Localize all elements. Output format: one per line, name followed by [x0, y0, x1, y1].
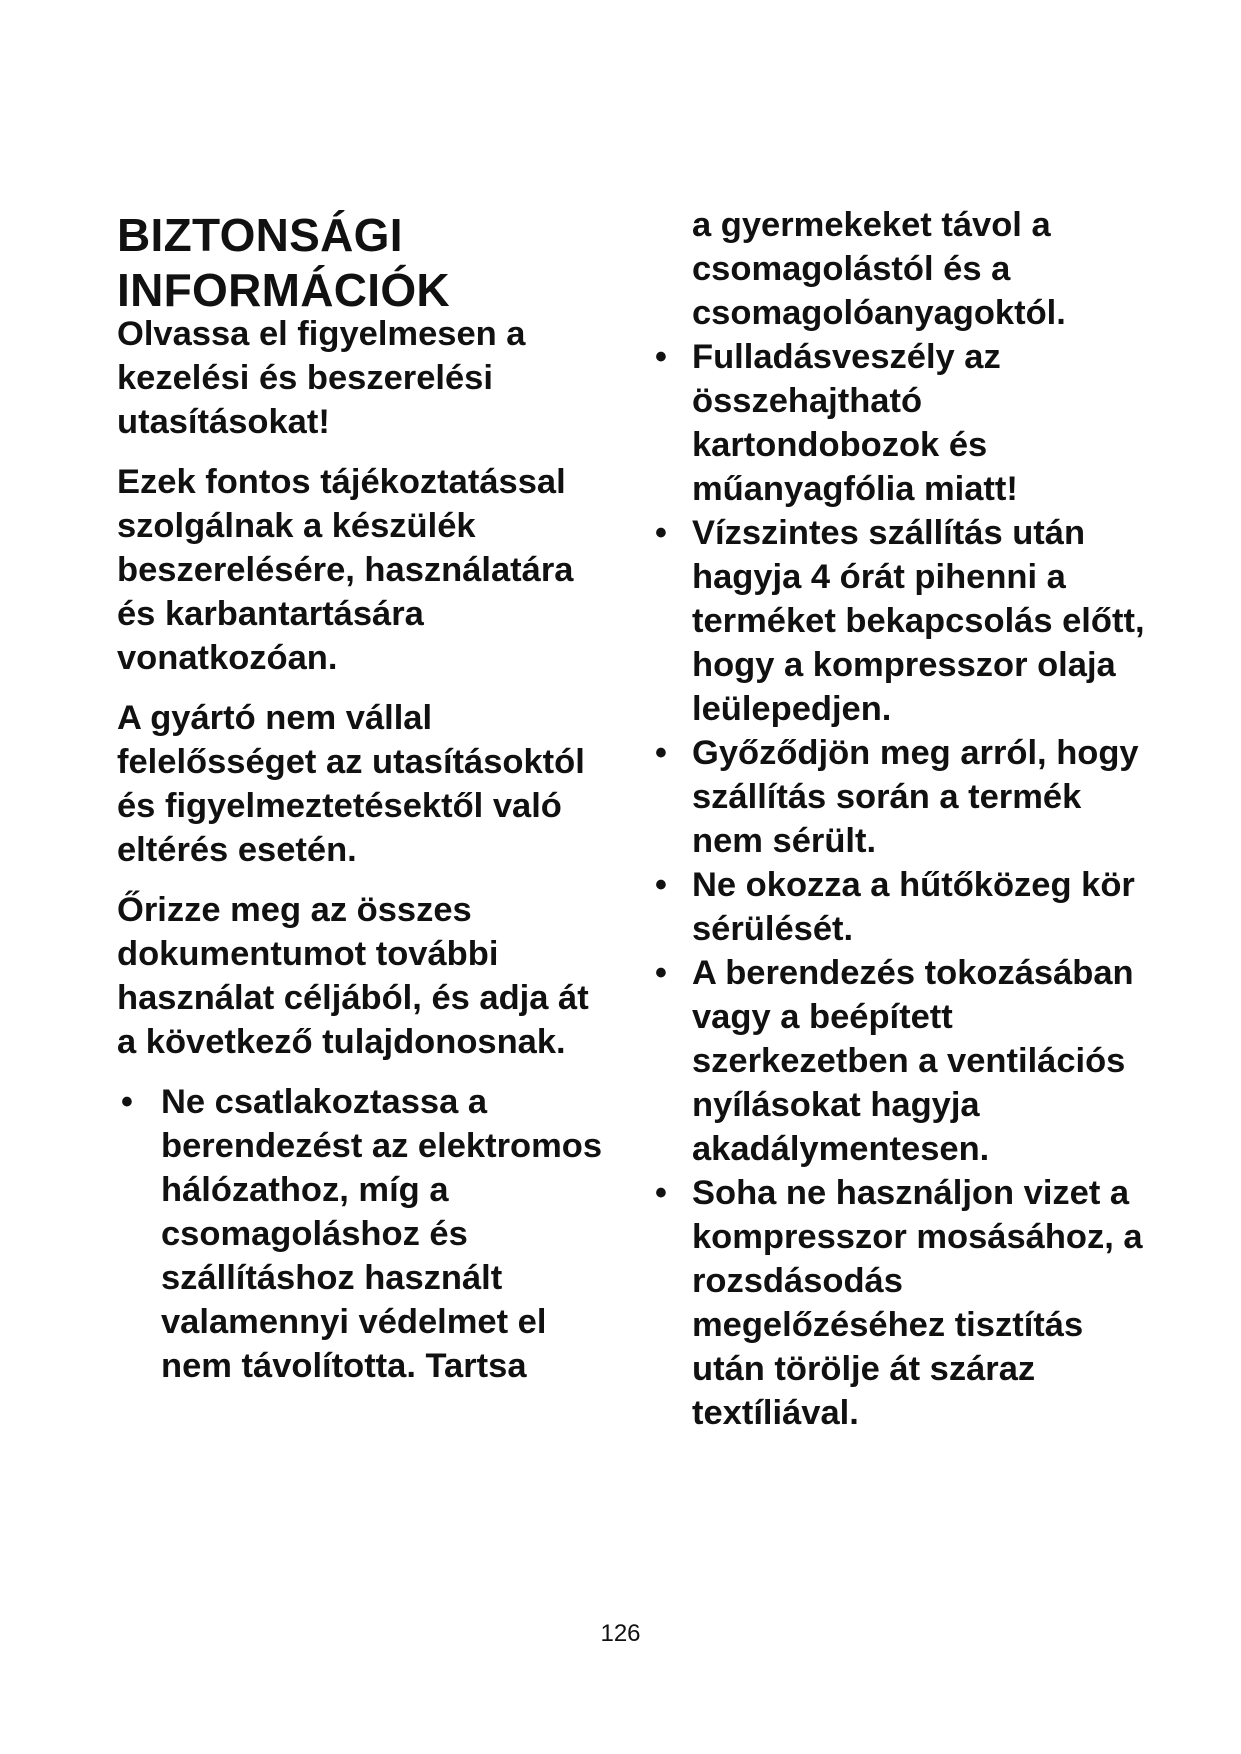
bullet-icon: • [655, 1174, 667, 1212]
bullet-icon: • [655, 954, 667, 992]
heading-line-1: BIZTONSÁGI [117, 209, 403, 261]
list-item-text: Ne okozza a hűtőközeg kör sérülését. [692, 866, 1135, 948]
right-column [655, 203, 1155, 1435]
heading-line-2: INFORMÁCIÓK [117, 264, 450, 317]
continued-text: a gyermekeket távol a csomagolástól és a csomagolóanyagoktól. [692, 206, 1066, 332]
list-item-text: A berendezés tokozásában vagy a beépített szerkezetben a ventilációs nyílásokat hagyja akadálymentesen. [692, 954, 1134, 1168]
list-item [655, 731, 1155, 863]
right-bullet-list [655, 335, 1155, 1435]
bullet-icon: • [655, 734, 667, 772]
bullet-icon: • [655, 338, 667, 376]
list-item [655, 863, 1155, 951]
list-item-text: Győződjön meg arról, hogy szállítás során a termék nem sérült. [692, 734, 1139, 860]
list-item-text: Vízszintes szállítás után hagyja 4 órát pihenni a terméket bekapcsolás előtt, hogy a kompresszor olaja leülepedjen. [692, 514, 1145, 728]
list-item [655, 951, 1155, 1171]
intro-paragraph: Olvassa el figyelmesen a kezelési és beszerelési utasításokat! [117, 315, 526, 442]
bullet-icon: • [121, 1083, 133, 1122]
keep-documents-paragraph: Őrizze meg az összes dokumentumot további használat céljából, és adja át a következő tulajdonosnak. [117, 891, 589, 1062]
list-item-text: Soha ne használjon vizet a kompresszor mosásához, a rozsdásodás megelőzéséhez tisztítás után törölje át száraz textíliával. [692, 1174, 1143, 1432]
left-column [117, 208, 617, 1388]
info-paragraph: Ezek fontos tájékoztatással szolgálnak a készülék beszerelésére, használatára és karbantartására vonatkozóan. [117, 463, 574, 678]
list-item-text: Fulladásveszély az összehajtható kartondobozok és műanyagfólia miatt! [692, 338, 1018, 508]
section-heading [117, 208, 617, 318]
left-bullet-list [117, 1080, 617, 1388]
list-item [117, 1080, 617, 1388]
bullet-icon: • [655, 866, 667, 904]
list-item [655, 1171, 1155, 1435]
page-number: 126 [600, 1620, 641, 1647]
list-item-text: Ne csatlakoztassa a berendezést az elektromos hálózathoz, míg a csomagoláshoz és szállításhoz használt valamennyi védelmet el nem távolította. Tartsa [161, 1083, 603, 1386]
list-item [655, 511, 1155, 731]
list-item [655, 335, 1155, 511]
bullet-icon: • [655, 514, 667, 552]
liability-paragraph: A gyártó nem vállal felelősséget az utasításoktól és figyelmeztetésektől való eltérés esetén. [117, 699, 585, 870]
